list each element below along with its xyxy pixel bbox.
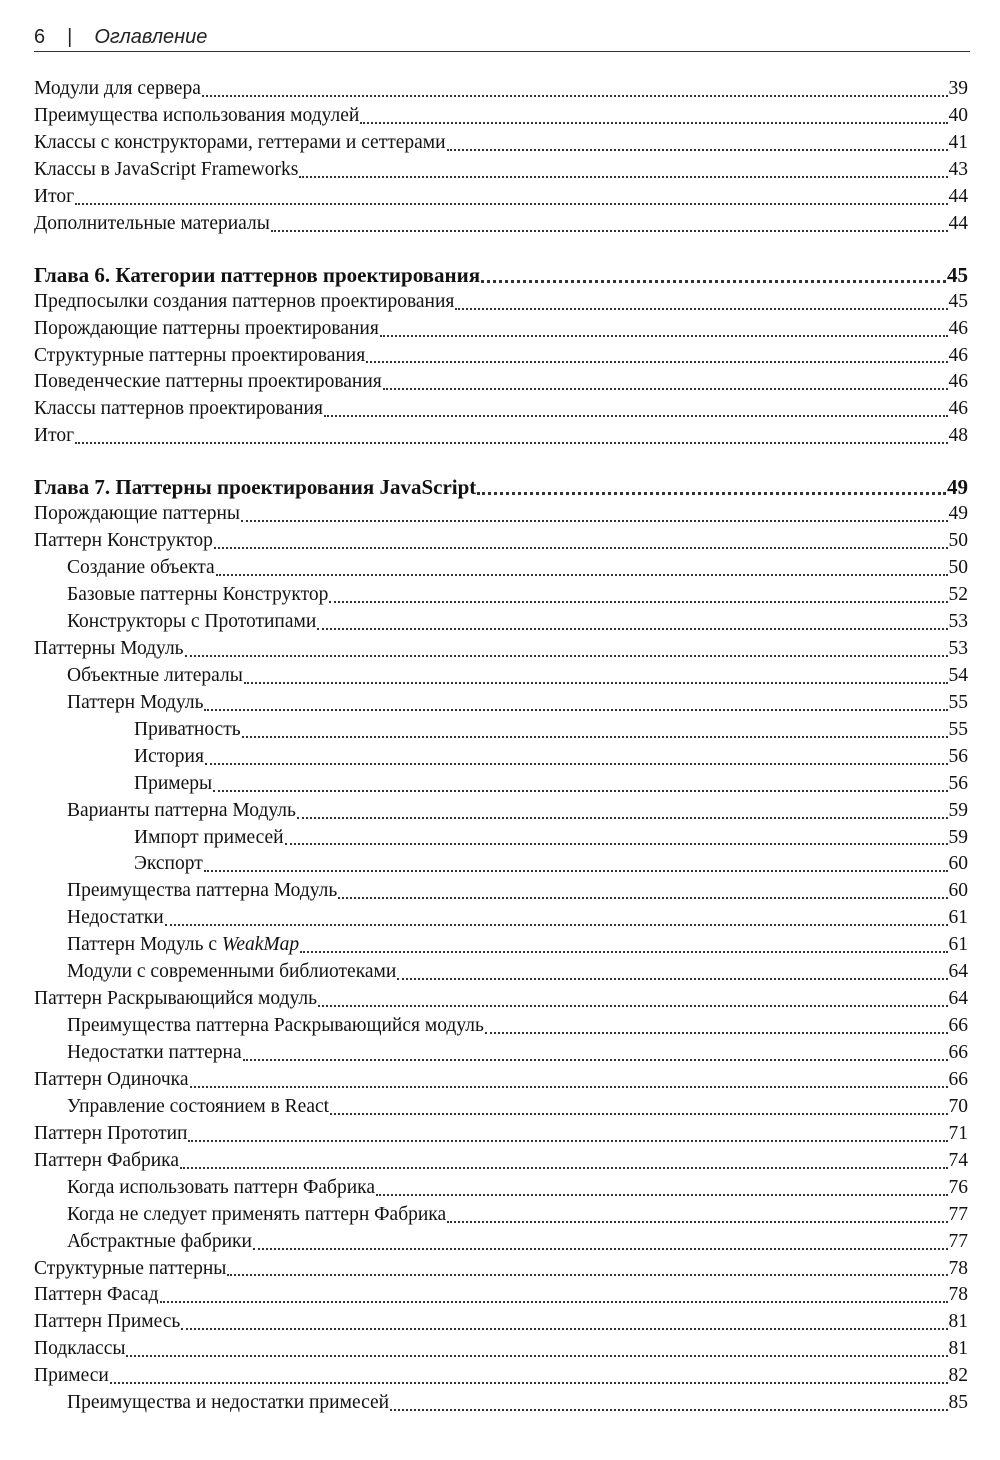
toc-entry-page: 60 xyxy=(948,853,968,875)
toc-entry-page: 45 xyxy=(948,290,968,312)
dot-leader xyxy=(214,547,948,549)
toc-entry-title: Структурные паттерны проектирования xyxy=(34,344,366,366)
toc-entry[interactable] xyxy=(34,905,968,932)
toc-entry-page: 55 xyxy=(948,718,968,740)
toc-entry[interactable] xyxy=(34,1040,968,1067)
toc-entry-page: 43 xyxy=(948,158,968,180)
toc-entry[interactable] xyxy=(34,798,968,825)
toc-entry[interactable] xyxy=(34,959,968,986)
toc-chapter-entry[interactable] xyxy=(34,473,968,501)
dot-leader xyxy=(160,1301,948,1303)
running-header xyxy=(34,22,970,52)
toc-entry[interactable] xyxy=(34,1256,968,1283)
toc-entry-title: Преимущества паттерна Модуль xyxy=(67,880,338,902)
toc-entry-title: Когда не следует применять паттерн Фабрика xyxy=(67,1203,447,1225)
toc-entry[interactable] xyxy=(34,130,968,157)
header-separator: | xyxy=(67,25,73,48)
dot-leader xyxy=(447,1221,947,1223)
dot-leader xyxy=(227,1274,947,1276)
toc-entry[interactable] xyxy=(34,1229,968,1256)
dot-leader xyxy=(204,870,948,872)
toc-entry-title: Модули для сервера xyxy=(34,78,201,99)
toc-entry[interactable] xyxy=(34,1309,968,1336)
toc-entry-title: Экспорт xyxy=(134,853,203,875)
toc-entry-title: Структурные паттерны xyxy=(34,1257,227,1279)
toc-entry-page: 81 xyxy=(948,1311,968,1333)
toc-entry-title: Преимущества и недостатки примесей xyxy=(67,1392,390,1414)
toc-entry-page: 59 xyxy=(948,826,968,848)
dot-leader xyxy=(376,1194,948,1196)
toc-entry-page: 66 xyxy=(948,1015,968,1037)
toc-entry-title: Преимущества использования модулей xyxy=(34,104,360,126)
dot-leader xyxy=(297,817,948,819)
toc-chapter-entry[interactable] xyxy=(34,261,968,289)
toc-entry-page: 52 xyxy=(948,584,968,606)
running-title: Оглавление xyxy=(94,25,208,48)
toc-entry[interactable] xyxy=(34,1282,968,1309)
toc-entry-title: Недостатки паттерна xyxy=(67,1042,242,1063)
toc-entry-page: 53 xyxy=(948,611,968,632)
toc-entry-title: Паттерн Фасад xyxy=(34,1284,159,1306)
toc-entry[interactable] xyxy=(34,528,968,555)
dot-leader xyxy=(447,149,948,151)
dot-leader xyxy=(299,176,947,178)
toc-entry-title: Примеси xyxy=(34,1365,109,1387)
toc-entry-title: Дополнительные материалы xyxy=(34,212,270,234)
toc-entry[interactable] xyxy=(34,1336,968,1363)
toc-entry-page: 46 xyxy=(948,371,968,393)
toc-entry[interactable] xyxy=(34,744,968,771)
toc-entry-page: 54 xyxy=(948,664,968,686)
toc-entry-title: Паттерн Модуль xyxy=(67,691,204,713)
toc-entry[interactable] xyxy=(34,582,968,609)
toc-entry-title: Варианты паттерна Модуль xyxy=(67,799,296,821)
dot-leader xyxy=(380,335,948,337)
dot-leader xyxy=(242,736,948,738)
table-of-contents xyxy=(34,76,968,1417)
dot-leader xyxy=(324,415,948,417)
dot-leader xyxy=(216,574,948,576)
toc-entry-title: Примеры xyxy=(134,772,213,794)
dot-leader xyxy=(204,709,947,711)
toc-entry-title: Глава 7. Паттерны проектирования JavaScript xyxy=(34,475,477,500)
toc-entry[interactable] xyxy=(34,986,968,1013)
toc-entry[interactable] xyxy=(34,1202,968,1229)
toc-entry-page: 61 xyxy=(948,907,968,929)
toc-entry[interactable] xyxy=(34,690,968,717)
toc-entry-page: 41 xyxy=(948,131,968,153)
toc-entry[interactable] xyxy=(34,1175,968,1202)
toc-entry-page: 77 xyxy=(948,1230,968,1252)
toc-entry[interactable] xyxy=(34,157,968,184)
toc-entry-page: 66 xyxy=(948,1042,968,1063)
toc-entry[interactable] xyxy=(34,1363,968,1390)
toc-entry-title: История xyxy=(134,745,204,767)
toc-entry[interactable] xyxy=(34,396,968,423)
toc-entry-page: 44 xyxy=(948,212,968,234)
dot-leader xyxy=(243,1059,948,1061)
toc-entry-title: Итог xyxy=(34,185,75,207)
toc-entry[interactable] xyxy=(34,1013,968,1040)
toc-entry-page: 49 xyxy=(948,503,968,525)
toc-entry-page: 74 xyxy=(948,1149,968,1171)
dot-leader xyxy=(75,442,947,444)
toc-entry-page: 60 xyxy=(948,880,968,902)
toc-entry-title: Модули с современными библиотеками xyxy=(67,961,397,983)
dot-leader xyxy=(330,1113,947,1115)
dot-leader xyxy=(110,1382,948,1384)
toc-entry-page: 46 xyxy=(948,398,968,420)
toc-entry-title: Паттерн Раскрывающийся модуль xyxy=(34,988,317,1010)
toc-entry-page: 77 xyxy=(948,1203,968,1225)
toc-entry[interactable] xyxy=(34,423,968,450)
toc-entry[interactable] xyxy=(34,663,968,690)
toc-entry[interactable] xyxy=(34,1067,968,1094)
dot-leader xyxy=(244,682,948,684)
toc-entry[interactable] xyxy=(34,343,968,370)
toc-entry-page: 56 xyxy=(948,745,968,767)
toc-entry[interactable] xyxy=(34,636,968,663)
toc-entry-title: Классы паттернов проектирования xyxy=(34,398,323,420)
toc-entry[interactable] xyxy=(34,1121,968,1148)
toc-entry-title: Классы в JavaScript Frameworks xyxy=(34,158,299,180)
toc-entry-title: Приватность xyxy=(134,718,241,740)
dot-leader xyxy=(329,601,947,603)
toc-entry[interactable] xyxy=(34,289,968,316)
toc-entry-title: Преимущества паттерна Раскрывающийся модуль xyxy=(67,1015,484,1037)
toc-entry-page: 70 xyxy=(948,1095,968,1117)
dot-leader xyxy=(165,924,948,926)
dot-leader xyxy=(383,388,948,390)
toc-entry[interactable] xyxy=(34,1094,968,1121)
toc-entry-page: 46 xyxy=(948,317,968,339)
dot-leader xyxy=(317,628,947,630)
toc-entry-title: Паттерн Конструктор xyxy=(34,530,213,552)
dot-leader xyxy=(360,122,947,124)
toc-entry[interactable] xyxy=(34,878,968,905)
toc-entry[interactable] xyxy=(34,76,968,103)
toc-entry-page: 53 xyxy=(948,637,968,659)
toc-entry-page: 71 xyxy=(948,1122,968,1144)
dot-leader xyxy=(190,1086,948,1088)
toc-entry-page: 64 xyxy=(948,988,968,1010)
dot-leader xyxy=(75,203,947,205)
toc-entry-page: 48 xyxy=(948,425,968,447)
toc-entry-page: 46 xyxy=(948,344,968,366)
toc-entry-title: Поведенческие паттерны проектирования xyxy=(34,371,382,393)
dot-leader xyxy=(390,1409,947,1411)
toc-entry-page: 64 xyxy=(948,961,968,983)
toc-entry-title: Классы с конструкторами, геттерами и сеттерами xyxy=(34,131,446,153)
toc-entry[interactable] xyxy=(34,103,968,130)
toc-entry[interactable] xyxy=(34,501,968,528)
toc-entry[interactable] xyxy=(34,825,968,852)
toc-entry-title: Базовые паттерны Конструктор xyxy=(67,584,329,606)
toc-entry[interactable] xyxy=(34,851,968,878)
toc-entry-page: 81 xyxy=(948,1338,968,1360)
dot-leader xyxy=(126,1355,947,1357)
toc-entry[interactable] xyxy=(34,184,968,211)
dot-leader xyxy=(338,897,947,899)
dot-leader xyxy=(485,1032,948,1034)
dot-leader xyxy=(253,1248,948,1250)
dot-leader xyxy=(271,230,948,232)
toc-entry-title: Паттерн Примесь xyxy=(34,1311,181,1333)
toc-entry-page: 50 xyxy=(948,530,968,552)
dot-leader xyxy=(300,951,947,953)
toc-entry-title: Порождающие паттерны проектирования xyxy=(34,317,379,339)
toc-entry-title: Паттерн Фабрика xyxy=(34,1149,179,1171)
toc-entry-title: Управление состоянием в React xyxy=(67,1095,330,1117)
toc-entry[interactable] xyxy=(34,1390,968,1417)
dot-leader xyxy=(481,280,946,283)
dot-leader xyxy=(180,1167,948,1169)
dot-leader xyxy=(397,978,947,980)
toc-entry[interactable] xyxy=(34,316,968,343)
dot-leader xyxy=(202,95,948,97)
toc-entry-title: Предпосылки создания паттернов проектирования xyxy=(34,290,455,312)
toc-entry-page: 45 xyxy=(947,262,968,287)
dot-leader xyxy=(318,1005,948,1007)
toc-entry-page: 49 xyxy=(947,475,968,500)
toc-entry-page: 50 xyxy=(948,557,968,579)
toc-entry-page: 82 xyxy=(948,1365,968,1387)
toc-entry-title: Конструкторы с Прототипами xyxy=(67,611,317,632)
dot-leader xyxy=(213,790,947,792)
toc-entry-title: Создание объекта xyxy=(67,557,215,579)
toc-entry-page: 55 xyxy=(948,691,968,713)
toc-entry[interactable] xyxy=(34,932,968,959)
toc-entry-title: Недостатки xyxy=(67,907,164,929)
toc-entry-page: 39 xyxy=(948,78,968,99)
dot-leader xyxy=(477,492,946,495)
toc-entry[interactable] xyxy=(34,771,968,798)
toc-entry-page: 61 xyxy=(948,934,968,956)
dot-leader xyxy=(181,1328,947,1330)
dot-leader xyxy=(188,1140,947,1142)
toc-entry-title: Глава 6. Категории паттернов проектирования xyxy=(34,262,481,287)
toc-entry-title: Когда использовать паттерн Фабрика xyxy=(67,1176,375,1198)
toc-entry-title: Объектные литералы xyxy=(67,664,243,686)
toc-entry-title: Итог xyxy=(34,425,75,447)
toc-entry-page: 76 xyxy=(948,1176,968,1198)
toc-entry-page: 78 xyxy=(948,1284,968,1306)
header-rule xyxy=(34,51,970,52)
toc-entry-page: 85 xyxy=(948,1392,968,1414)
toc-entry-page: 78 xyxy=(948,1257,968,1279)
toc-entry-title: Паттерн Прототип xyxy=(34,1122,188,1144)
toc-entry[interactable] xyxy=(34,369,968,396)
page-number: 6 xyxy=(34,25,46,48)
toc-entry[interactable] xyxy=(34,717,968,744)
toc-entry-title: Подклассы xyxy=(34,1338,126,1360)
toc-entry[interactable] xyxy=(34,1148,968,1175)
toc-entry-title: Порождающие паттерны xyxy=(34,503,241,525)
dot-leader xyxy=(455,308,947,310)
toc-entry[interactable] xyxy=(34,555,968,582)
toc-entry[interactable] xyxy=(34,609,968,636)
toc-entry-page: 66 xyxy=(948,1068,968,1090)
dot-leader xyxy=(241,520,947,522)
dot-leader xyxy=(205,763,948,765)
toc-entry-page: 59 xyxy=(948,799,968,821)
toc-entry-title: Паттерн Модуль с WeakMap xyxy=(67,934,300,956)
dot-leader xyxy=(285,843,948,845)
toc-entry-page: 56 xyxy=(948,772,968,794)
toc-entry-title: Абстрактные фабрики xyxy=(67,1230,252,1252)
toc-entry-page: 40 xyxy=(948,104,968,126)
toc-entry[interactable] xyxy=(34,211,968,238)
toc-entry-title: Паттерн Одиночка xyxy=(34,1068,189,1090)
toc-entry-title: Импорт примесей xyxy=(134,826,284,848)
toc-entry-page: 44 xyxy=(948,185,968,207)
dot-leader xyxy=(185,655,948,657)
toc-entry-title: Паттерны Модуль xyxy=(34,637,184,659)
dot-leader xyxy=(366,361,947,363)
